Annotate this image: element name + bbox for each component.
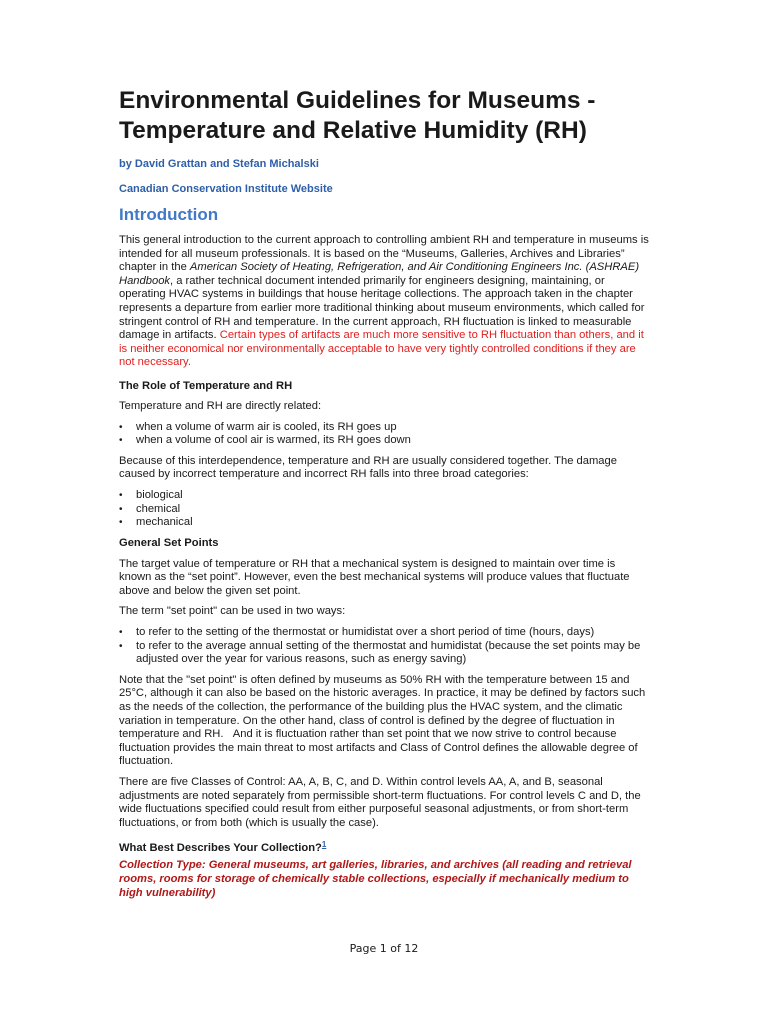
- intro-handbook-title: American Society of Heating, Refrigeration, and Air Conditioning Engineers Inc. (ASHRAE) Handbook: [119, 261, 640, 287]
- intro-highlight-text: Certain types of artifacts are much more sensitive to RH fluctuation than others, and it is neither economical nor environmentally acceptable to have very tightly controlled conditions if they are not necessary.: [119, 329, 644, 369]
- page-content: [119, 86, 649, 900]
- term-text: The term "set point" can be used in two ways:: [119, 605, 346, 618]
- interdependence-text: Because of this interdependence, temperature and RH are usually considered together. The damage caused by incorrect temperature and incorrect RH falls into three broad categories:: [119, 454, 617, 481]
- title-line-1: Environmental Guidelines for Museums -: [119, 87, 596, 114]
- collection-question-heading: [119, 838, 649, 855]
- list-item: • chemical: [119, 503, 649, 517]
- collection-type-text: Collection Type: General museums, art galleries, libraries, and archives (all reading and retrieval rooms, rooms for storage of chemically stable collections, especially if mechanically medium to high vulnerability): [119, 859, 632, 899]
- classes-paragraph: There are five Classes of Control: AA, A, B, C, and D. Within control levels AA, A, and B, seasonal adjustments are noted separately from permissible short-term fluctuations. For control levels C and D, the wide fluctuations specified could result from either purposeful seasonal adjustments, or from short-term fluctuations, or from both (which is usually the case).: [119, 776, 641, 829]
- page-number-footer: Page 1 of 12: [349, 942, 419, 955]
- author-byline: by David Grattan and Stefan Michalski: [119, 158, 319, 170]
- intro-text-1: This general introduction to the current approach to controlling ambient RH and temperature in museums is intended for all museum professionals. It is based on the “Museums, Galleries, Archives and Libraries” chapter in the: [119, 234, 649, 274]
- source-site: Canadian Conservation Institute Website: [119, 183, 333, 195]
- collection-question-text: What Best Describes Your Collection?: [119, 842, 322, 855]
- note-paragraph: Note that the "set point" is often defined by museums as 50% RH with the temperature between 15 and 25°C, although it can also be based on the historic averages. In practice, it may be defined by factors such as the needs of the collection, the performance of the building plus the HVAC system, and the climatic variation in temperature. On the other hand, class of control is defined by the degree of fluctuation in temperature and RH. And it is fluctuation rather than set point that we now strive to control because fluctuation provides the main threat to most artifacts and Class of Control defines the allowable degree of fluctuation.: [119, 673, 646, 768]
- list-item: • biological: [119, 489, 649, 503]
- introduction-paragraph: [119, 234, 649, 370]
- footnote-link[interactable]: 1: [321, 840, 327, 850]
- document-title: [119, 86, 649, 146]
- list-item: • to refer to the average annual setting of the thermostat and humidistat (because the set points may be adjusted over the year for various reasons, such as energy saving): [119, 640, 649, 667]
- set-points-heading: General Set Points: [119, 536, 219, 549]
- role-heading: The Role of Temperature and RH: [119, 379, 293, 392]
- list-item: • when a volume of warm air is cooled, its RH goes up: [119, 421, 649, 435]
- list-item: • when a volume of cool air is warmed, its RH goes down: [119, 434, 649, 448]
- list-item: • to refer to the setting of the thermostat or humidistat over a short period of time (hours, days): [119, 626, 649, 640]
- title-line-2: Temperature and Relative Humidity (RH): [119, 117, 587, 144]
- set-points-text: The target value of temperature or RH that a mechanical system is designed to maintain over time is known as the “set point”. However, even the best mechanical systems will produce values that fluctuate above and below the given set point.: [119, 557, 630, 597]
- role-bullet-list: [119, 421, 649, 448]
- introduction-heading: Introduction: [119, 205, 219, 224]
- damage-category-list: [119, 489, 649, 530]
- role-text: Temperature and RH are directly related:: [119, 399, 322, 412]
- intro-text-2: , a rather technical document intended primarily for engineers designing, maintaining, or operating HVAC systems in buildings that house heritage collections. The approach taken in the chapter represents a departure from earlier more traditional thinking about museum environments, which called for stringent control of RH and temperature. In the current approach, RH fluctuation is linked to measurable damage in artifacts.: [119, 274, 645, 342]
- term-bullet-list: [119, 626, 649, 667]
- list-item: • mechanical: [119, 516, 649, 530]
